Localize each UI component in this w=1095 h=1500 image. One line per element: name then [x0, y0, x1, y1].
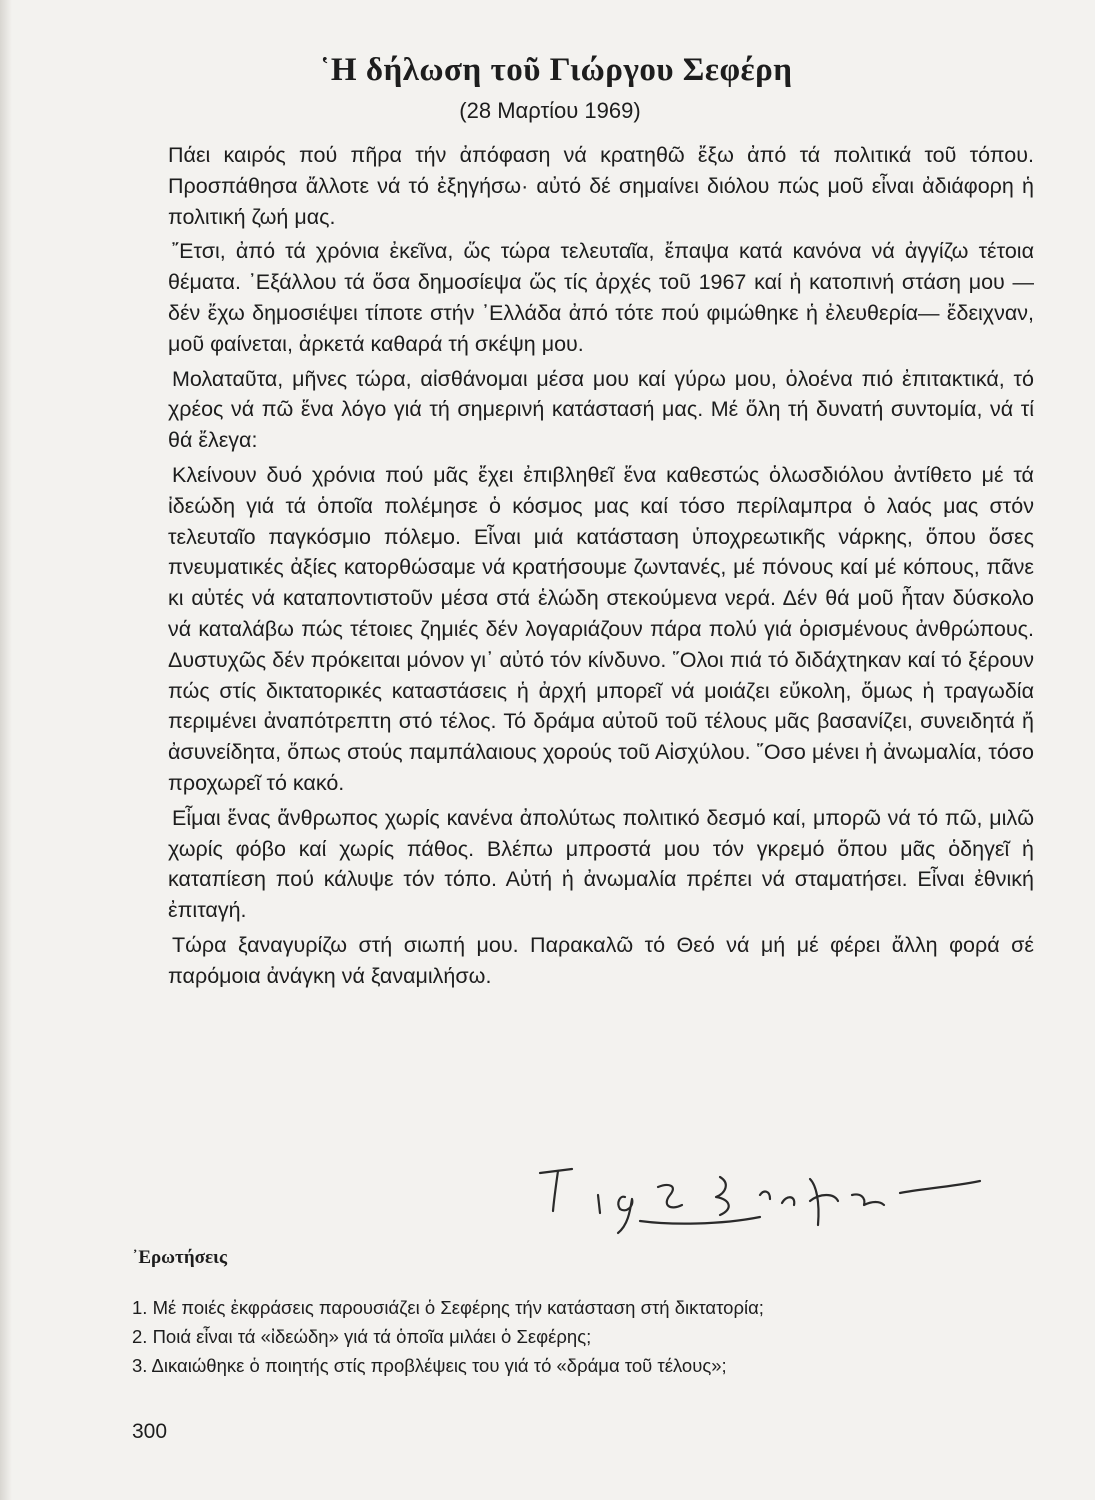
paragraph: Πάει καιρός πού πῆρα τήν ἀπόφαση νά κρατηθῶ ἔξω ἀπό τά πολιτικά τοῦ τόπου. Προσπάθησα ἄλλοτε νά τό ἐξηγήσω· αὐτό δέ σημαίνει διόλου πώς μοῦ εἶναι ἀδιάφορη ἡ πολιτική ζωή μας. — [168, 143, 1034, 229]
list-item: 2. Ποιά εἶναι τά «ἰδεώδη» γιά τά ὁποῖα μιλάει ὁ Σεφέρης; — [132, 1326, 592, 1347]
paragraph: Μολαταῦτα, μῆνες τώρα, αἰσθάνομαι μέσα μου καί γύρω μου, ὁλοένα πιό ἐπιτακτικά, τό χρέος νά πῶ ἕνα λόγο γιά τή σημερινή κατάστασή μας. Μέ ὅλη τή δυνατή συντομία, νά τί θά ἔλεγα: — [168, 366, 1034, 453]
page-number: 300 — [132, 1420, 168, 1443]
list-item: 1. Μέ ποιές ἐκφράσεις παρουσιάζει ὁ Σεφέρης τήν κατάσταση στή δικτατορία; — [132, 1297, 764, 1318]
handwritten-signature — [520, 1155, 990, 1240]
page-binding-shadow — [0, 0, 12, 1500]
page-title: ῾Η δήλωση τοῦ Γιώργου Σεφέρη — [319, 52, 793, 88]
paragraph: ῎Ετσι, ἀπό τά χρόνια ἐκεῖνα, ὥς τώρα τελευταῖα, ἔπαψα κατά κανόνα νά ἀγγίζω τέτοια θέματα. ᾿Εξάλλου τά ὅσα δημοσίεψα ὥς τίς ἀρχές τοῦ 1967 καί ἡ κατοπινή στάση μου —δέν ἔχω δημοσιέψει τίποτε στήν ᾿Ελλάδα ἀπό τότε πού φιμώθηκε ἡ ἐλευθερία— ἔδειχναν, μοῦ φαίνεται, ἀρκετά καθαρά τή σκέψη μου. — [168, 239, 1034, 356]
questions-heading: ᾿Ερωτήσεις — [132, 1247, 227, 1268]
paragraph: Κλείνουν δυό χρόνια πού μᾶς ἔχει ἐπιβληθεῖ ἕνα καθεστώς ὁλωσδιόλου ἀντίθετο μέ τά ἰδεώδη γιά τά ὁποῖα πολέμησε ὁ κόσμος μας καί τόσο περίλαμπρα ὁ λαός μας στόν τελευταῖο παγκόσμιο πόλεμο. Εἶναι μιά κατάσταση ὑποχρεωτικῆς νάρκης, ὅπου ὅσες πνευματικές ἀξίες κατορθώσαμε νά κρατήσουμε ζωντανές, μέ πόνους καί μέ κόπους, πᾶνε κι αὐτές νά καταποντιστοῦν μέσα στά ἑλώδη στεκούμενα νερά. Δέν θά μοῦ ἦταν δύσκολο νά καταλάβω πώς τέτοιες ζημιές δέν λογαριάζουν πάρα πολύ γιά ὁρισμένους ἀνθρώπους. Δυστυχῶς δέν πρόκειται μόνον γι᾿ αὐτό τόν κίνδυνο. ῞Ολοι πιά τό διδάχτηκαν καί τό ξέρουν πώς στίς δικτατορικές καταστάσεις ἡ ἀρχή μπορεῖ νά μοιάζει εὔκολη, ὅμως ἡ τραγωδία περιμένει ἀναπότρεπτη στό τέλος. Τό δράμα αὐτοῦ τοῦ τέλους μᾶς βασανίζει, συνειδητά ἤ ἀσυνείδητα, ὅπως στούς παμπάλαιους χορούς τοῦ Αἰσχύλου. ῞Οσο μένει ἡ ἀνωμαλία, τόσο προχωρεῖ τό κακό. — [168, 462, 1034, 795]
declaration-body — [168, 140, 1034, 996]
page-subtitle-date: (28 Μαρτίου 1969) — [459, 98, 641, 123]
paragraph: Εἶμαι ἕνας ἄνθρωπος χωρίς κανένα ἀπολύτως πολιτικό δεσμό καί, μπορῶ νά τό πῶ, μιλῶ χωρίς φόβο καί χωρίς πάθος. Βλέπω μπροστά μου τόν γκρεμό ὅπου μᾶς ὁδηγεῖ ἡ καταπίεση πού κάλυψε τόν τόπο. Αὐτή ἡ ἀνωμαλία πρέπει νά σταματήσει. Εἶναι ἐθνική ἐπιταγή. — [168, 805, 1034, 923]
paragraph: Τώρα ξαναγυρίζω στή σιωπή μου. Παρακαλῶ τό Θεό νά μή μέ φέρει ἄλλη φορά σέ παρόμοια ἀνάγκη νά ξαναμιλήσω. — [168, 932, 1034, 988]
questions-list — [132, 1293, 1032, 1380]
list-item: 3. Δικαιώθηκε ὁ ποιητής στίς προβλέψεις του γιά τό «δράμα τοῦ τέλους»; — [132, 1355, 727, 1376]
